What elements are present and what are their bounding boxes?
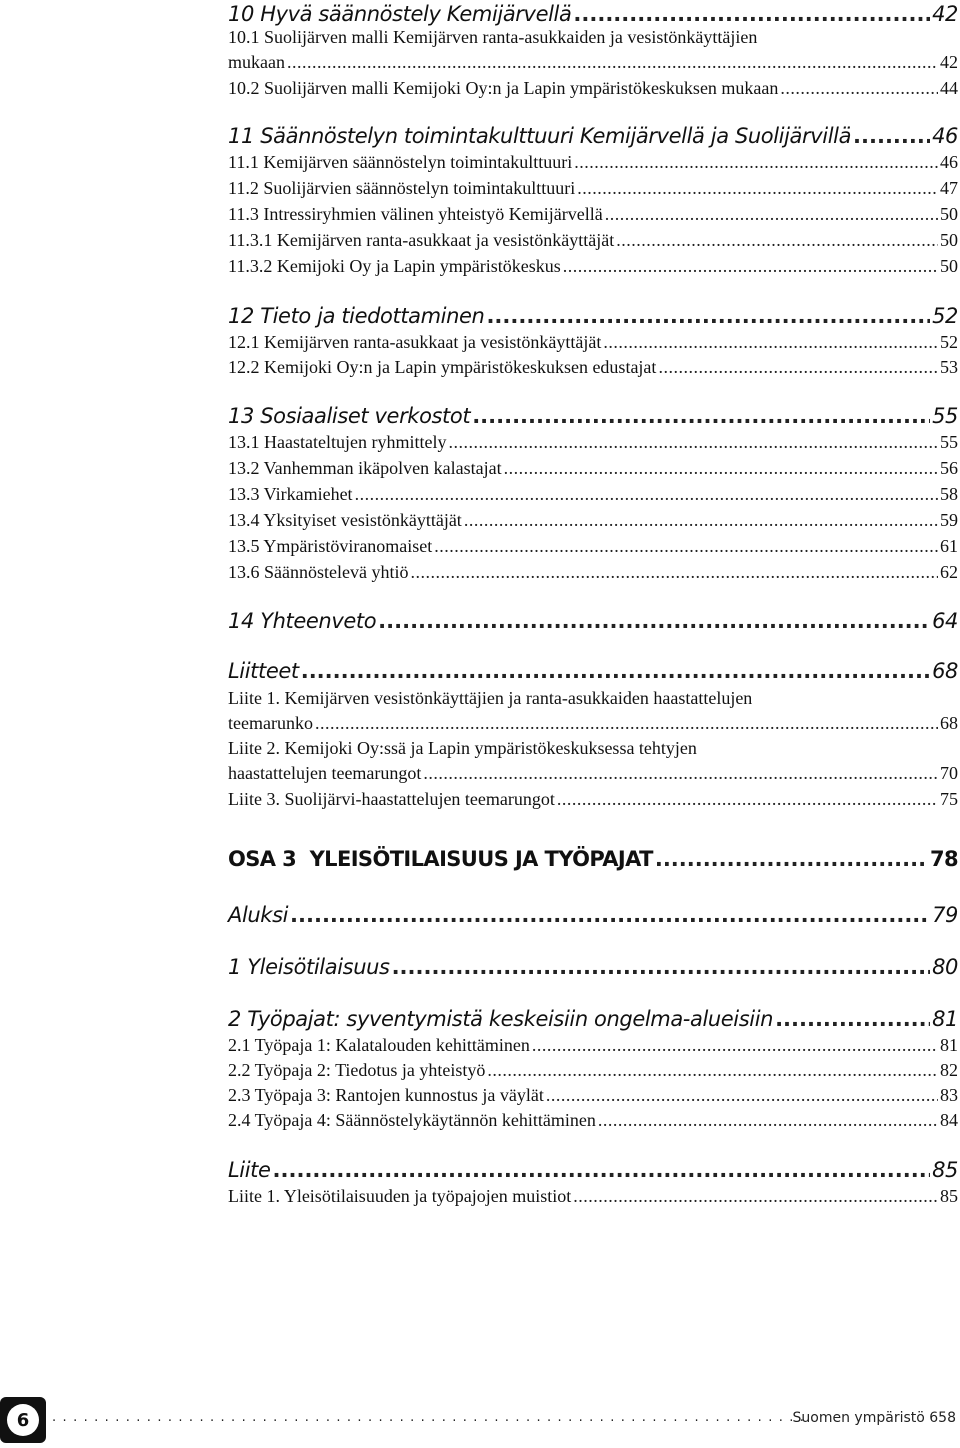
toc-chapter-12[interactable] xyxy=(228,301,958,331)
toc-section-11-3-1[interactable] xyxy=(228,228,958,253)
toc-leader-dots xyxy=(504,456,938,481)
toc-entry-title: 2 Työpajat: syventymistä keskeisiin ongelma-alueisiin xyxy=(228,1007,774,1031)
toc-entry-title: 13.6 Säännöstelevä yhtiö xyxy=(228,562,409,582)
toc-section-2-2[interactable] xyxy=(228,1058,958,1083)
toc-entry-page: 81 xyxy=(940,1035,958,1055)
toc-section-13-1[interactable] xyxy=(228,430,958,455)
toc-entry-page: 78 xyxy=(929,847,958,871)
toc-entry-page: 70 xyxy=(940,763,958,783)
toc-leader-dots xyxy=(780,76,938,101)
toc-entry-page: 52 xyxy=(932,304,958,328)
toc-chapter-2[interactable] xyxy=(228,1004,958,1034)
toc-leader-dots xyxy=(434,534,938,559)
toc-entry-title: 13.2 Vanhemman ikäpolven kalastajat xyxy=(228,458,502,478)
toc-entry-page: 46 xyxy=(932,124,958,148)
toc-section-13-4[interactable] xyxy=(228,508,958,533)
toc-entry-page: 68 xyxy=(932,659,958,683)
toc-section-2-4[interactable] xyxy=(228,1108,958,1133)
toc-leader-dots xyxy=(605,202,938,227)
toc-entry-title: 11 Säännöstelyn toimintakulttuuri Kemijärvellä ja Suolijärvillä xyxy=(228,124,852,148)
toc-entry-title: 10 Hyvä säännöstely Kemijärvellä xyxy=(228,2,572,26)
toc-leader-dots xyxy=(655,844,928,874)
toc-entry-page: 44 xyxy=(940,78,958,98)
toc-entry-page: 50 xyxy=(940,230,958,250)
toc-leader-dots xyxy=(273,1155,931,1185)
toc-entry-page: 82 xyxy=(940,1060,958,1080)
toc-appendix-2[interactable] xyxy=(228,736,958,786)
toc-entry-page: 58 xyxy=(940,484,958,504)
footer-dotted-rule xyxy=(52,1410,812,1425)
toc-section-13-2[interactable] xyxy=(228,456,958,481)
toc-entry-title: Aluksi xyxy=(228,903,289,927)
toc-leader-dots xyxy=(472,401,930,431)
toc-appendix-1[interactable] xyxy=(228,686,958,736)
toc-leader-dots xyxy=(410,560,938,585)
toc-leader-dots xyxy=(563,254,938,279)
toc-entry-title: 10.2 Suolijärven malli Kemijoki Oy:n ja Lapin ympäristökeskuksen mukaan xyxy=(228,78,779,98)
toc-appendix-3[interactable] xyxy=(228,787,958,812)
toc-leader-dots xyxy=(448,430,938,455)
toc-section-11-1[interactable] xyxy=(228,150,958,175)
toc-entry-title: 10.1 Suolijärven malli Kemijärven ranta-asukkaiden ja vesistönkäyttäjien xyxy=(228,27,758,47)
toc-entry-title: Liite 1. Yleisötilaisuuden ja työpajojen muistiot xyxy=(228,1186,572,1206)
toc-leader-dots xyxy=(301,656,930,686)
toc-entry-page: 61 xyxy=(940,536,958,556)
toc-entry-page: 55 xyxy=(940,432,958,452)
toc-appendix-liite-1[interactable] xyxy=(228,1184,958,1209)
toc-entry-title: Liite 1. Kemijärven vesistönkäyttäjien ja ranta-asukkaiden haastattelujen xyxy=(228,688,753,708)
toc-entry-page: 47 xyxy=(940,178,958,198)
toc-entry-page: 53 xyxy=(940,357,958,377)
toc-chapter-liite[interactable] xyxy=(228,1155,958,1185)
toc-chapter-aluksi[interactable] xyxy=(228,900,958,930)
toc-leader-dots xyxy=(853,121,930,151)
toc-entry-page: 59 xyxy=(940,510,958,530)
toc-leader-dots xyxy=(598,1108,938,1133)
toc-entry-title: Liite xyxy=(228,1158,271,1182)
toc-entry-title: Liitteet xyxy=(228,659,299,683)
toc-section-10-1[interactable] xyxy=(228,25,958,75)
toc-leader-dots xyxy=(616,228,938,253)
toc-entry-title: 13.1 Haastateltujen ryhmittely xyxy=(228,432,447,452)
toc-entry-page: 55 xyxy=(932,404,958,428)
toc-entry-page: 81 xyxy=(932,1007,958,1031)
toc-section-11-3-2[interactable] xyxy=(228,254,958,279)
toc-chapter-14[interactable] xyxy=(228,606,958,636)
toc-entry-page: 64 xyxy=(932,609,958,633)
toc-entry-title: 2.1 Työpaja 1: Kalatalouden kehittäminen xyxy=(228,1035,530,1055)
toc-leader-dots xyxy=(464,508,938,533)
toc-entry-page: 42 xyxy=(932,2,958,26)
toc-entry-title: 1 Yleisötilaisuus xyxy=(228,955,390,979)
toc-leader-dots xyxy=(392,952,931,982)
toc-entry-title: 11.1 Kemijärven säännöstelyn toimintakulttuuri xyxy=(228,152,573,172)
toc-leader-dots xyxy=(557,787,938,812)
toc-entry-title: 14 Yhteenveto xyxy=(228,609,377,633)
toc-leader-dots xyxy=(573,1184,938,1209)
toc-leader-dots xyxy=(658,355,938,380)
toc-leader-dots xyxy=(378,606,930,636)
page-footer xyxy=(0,1396,960,1446)
toc-entry-page: 85 xyxy=(940,1186,958,1206)
toc-leader-dots xyxy=(775,1004,930,1034)
toc-leader-dots xyxy=(287,50,938,75)
toc-entry-title: 11.3 Intressiryhmien välinen yhteistyö Kemijärvellä xyxy=(228,204,603,224)
toc-leader-dots xyxy=(423,761,938,786)
toc-entry-title: OSA 3 YLEISÖTILAISUUS JA TYÖPAJAT xyxy=(228,847,653,871)
toc-entry-page: 46 xyxy=(940,152,958,172)
toc-entry-title: 13 Sosiaaliset verkostot xyxy=(228,404,471,428)
toc-entry-title: 12.2 Kemijoki Oy:n ja Lapin ympäristökeskuksen edustajat xyxy=(228,357,657,377)
toc-section-2-1[interactable] xyxy=(228,1033,958,1058)
toc-entry-title: 2.2 Työpaja 2: Tiedotus ja yhteistyö xyxy=(228,1060,486,1080)
toc-part-3[interactable] xyxy=(228,844,958,874)
toc-leader-dots xyxy=(290,900,930,930)
toc-entry-page: 52 xyxy=(940,332,958,352)
toc-entry-title: Liite 3. Suolijärvi-haastattelujen teemarungot xyxy=(228,789,555,809)
toc-entry-title: 12.1 Kemijärven ranta-asukkaat ja vesistönkäyttäjät xyxy=(228,332,602,352)
toc-leader-dots xyxy=(546,1083,938,1108)
toc-entry-title: 2.4 Työpaja 4: Säännöstelykäytännön kehittäminen xyxy=(228,1110,596,1130)
toc-leader-dots xyxy=(603,330,938,355)
toc-entry-page: 75 xyxy=(940,789,958,809)
publication-name: Suomen ympäristö 658 xyxy=(792,1410,956,1426)
toc-entry-page: 50 xyxy=(940,256,958,276)
toc-leader-dots xyxy=(574,150,938,175)
toc-section-11-2[interactable] xyxy=(228,176,958,201)
toc-section-12-1[interactable] xyxy=(228,330,958,355)
toc-section-11-3[interactable] xyxy=(228,202,958,227)
toc-entry-page: 85 xyxy=(932,1158,958,1182)
toc-entry-title: 13.5 Ympäristöviranomaiset xyxy=(228,536,433,556)
toc-section-13-5[interactable] xyxy=(228,534,958,559)
toc-leader-dots xyxy=(355,482,938,507)
toc-entry-title: 11.3.2 Kemijoki Oy ja Lapin ympäristökeskus xyxy=(228,256,561,276)
toc-entry-page: 79 xyxy=(932,903,958,927)
toc-chapter-1[interactable] xyxy=(228,952,958,982)
toc-entry-title: 11.3.1 Kemijärven ranta-asukkaat ja vesistönkäyttäjät xyxy=(228,230,615,250)
toc-entry-page: 68 xyxy=(940,713,958,733)
toc-entry-title: 13.3 Virkamiehet xyxy=(228,484,353,504)
toc-chapter-13[interactable] xyxy=(228,401,958,431)
toc-entry-title: 11.2 Suolijärvien säännöstelyn toimintakulttuuri xyxy=(228,178,576,198)
toc-section-12-2[interactable] xyxy=(228,355,958,380)
toc-entry-page: 50 xyxy=(940,204,958,224)
toc-section-13-6[interactable] xyxy=(228,560,958,585)
toc-leader-dots xyxy=(315,711,938,736)
toc-leader-dots xyxy=(577,176,938,201)
toc-entry-page: 84 xyxy=(940,1110,958,1130)
toc-entry-page: 56 xyxy=(940,458,958,478)
toc-entry-title-continued: haastattelujen teemarungot xyxy=(228,763,422,783)
toc-entry-page: 42 xyxy=(940,52,958,72)
toc-entry-title: Liite 2. Kemijoki Oy:ssä ja Lapin ympäristökeskuksessa tehtyjen xyxy=(228,738,697,758)
toc-chapter-liitteet[interactable] xyxy=(228,656,958,686)
toc-chapter-11[interactable] xyxy=(228,121,958,151)
toc-entry-page: 83 xyxy=(940,1085,958,1105)
toc-entry-page: 62 xyxy=(940,562,958,582)
page-number: 6 xyxy=(7,1404,39,1436)
toc-entry-title-continued: teemarunko xyxy=(228,713,313,733)
toc-entry-title: 13.4 Yksityiset vesistönkäyttäjät xyxy=(228,510,462,530)
toc-entry-title: 12 Tieto ja tiedottaminen xyxy=(228,304,485,328)
toc-entry-page: 80 xyxy=(932,955,958,979)
toc-section-2-3[interactable] xyxy=(228,1083,958,1108)
toc-section-13-3[interactable] xyxy=(228,482,958,507)
toc-entry-title: 2.3 Työpaja 3: Rantojen kunnostus ja väylät xyxy=(228,1085,544,1105)
toc-leader-dots xyxy=(487,1058,938,1083)
toc-leader-dots xyxy=(532,1033,938,1058)
page-number-badge xyxy=(0,1397,46,1443)
toc-entry-title-continued: mukaan xyxy=(228,52,285,72)
toc-leader-dots xyxy=(486,301,930,331)
toc-section-10-2[interactable] xyxy=(228,76,958,101)
